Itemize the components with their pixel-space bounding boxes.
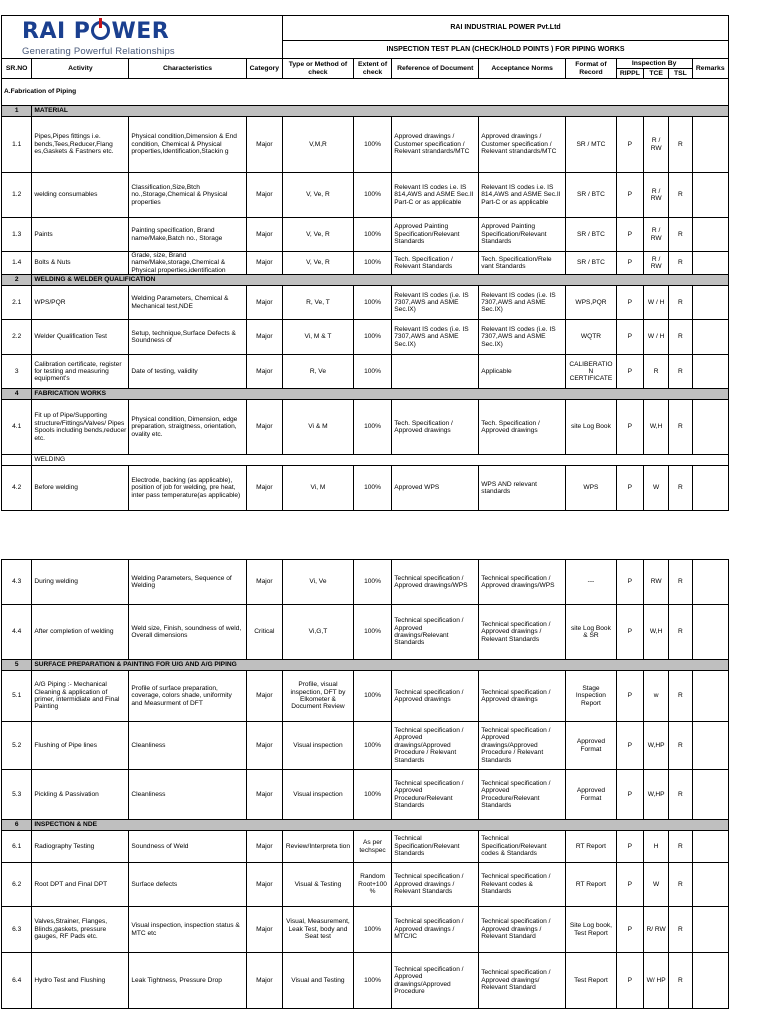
cell-acceptance: Technical specification / Approved drawings [479, 671, 566, 722]
cell-acceptance: Relevant IS codes i.e. IS 814,AWS and ASME Sec.II Part-C or as applicable [479, 173, 566, 218]
cell-category: Major [246, 953, 282, 1009]
cell-format: WQTR [566, 320, 617, 355]
cell-activity: Pipes,Pipes fittings i.e. bends,Tees,Reducer,Flang es,Gaskets & Fastners etc. [32, 117, 129, 173]
cell-format: Site Log book, Test Report [566, 907, 617, 953]
col-rippl: RIPPL [616, 69, 643, 79]
col-tce: TCE [644, 69, 669, 79]
cell-tce: H [644, 831, 669, 863]
col-characteristics: Characteristics [129, 59, 246, 79]
cell-activity: Before welding [32, 466, 129, 511]
cell-activity: Welder Qualification Test [32, 320, 129, 355]
cell-category: Major [246, 907, 282, 953]
cell-format: WPS [566, 466, 617, 511]
document-title: INSPECTION TEST PLAN (CHECK/HOLD POINTS ) FOR PIPING WORKS [283, 41, 729, 59]
cell-category: Major [246, 770, 282, 820]
cell-tsl: R [669, 953, 692, 1009]
cell-reference: Relevant IS codes (i.e. IS 7307,AWS and ASME Sec.IX) [392, 320, 479, 355]
cell-category: Major [246, 722, 282, 770]
cell-remarks [692, 400, 728, 455]
cell-extent: Random Root+100 % [353, 863, 391, 907]
table-row [2, 173, 729, 218]
section-row: 2 WELDING & WELDER QUALIFICATION [2, 275, 729, 286]
cell-acceptance: Technical specification / Approved Procedure/Relevant Standards [479, 770, 566, 820]
cell-remarks [692, 671, 728, 722]
cell-method: Visual, Measurement, Leak Test, body and Seat test [283, 907, 354, 953]
cell-tsl: R [669, 173, 692, 218]
cell-category: Major [246, 831, 282, 863]
logo-wordmark: RAI P WER [22, 19, 170, 44]
cell-format: site Log Book [566, 400, 617, 455]
cell-reference: Technical specification / Approved drawings/Approved Procedure / Relevant Standards [392, 722, 479, 770]
cell-category: Major [246, 671, 282, 722]
cell-remarks [692, 770, 728, 820]
cell-srno: 1.3 [2, 218, 32, 252]
cell-reference: Technical specification / Approved drawings/Approved Procedure [392, 953, 479, 1009]
cell-format: Test Report [566, 953, 617, 1009]
cell-rippl: P [616, 355, 643, 389]
cell-tce: R / RW [644, 252, 669, 275]
cell-rippl: P [616, 863, 643, 907]
cell-srno: 6.4 [2, 953, 32, 1009]
cell-acceptance: Technical specification / Approved drawings / Relevant Standards [479, 605, 566, 660]
table-row [2, 605, 729, 660]
cell-srno: 4.2 [2, 466, 32, 511]
cell-characteristics: Profile of surface preparation, coverage, colors shade, uniformity and Measurment of DFT [129, 671, 246, 722]
col-method: Type or Method of check [283, 59, 354, 79]
cell-extent: 100% [353, 252, 391, 275]
cell-rippl: P [616, 117, 643, 173]
cell-reference: Technical specification / Approved drawings [392, 671, 479, 722]
cell-method: V,M,R [283, 117, 354, 173]
cell-tce: R [644, 355, 669, 389]
col-inspection-by: Inspection By [616, 59, 692, 69]
cell-tce: W [644, 863, 669, 907]
cell-remarks [692, 252, 728, 275]
table-row [2, 218, 729, 252]
cell-format: Approved Format [566, 722, 617, 770]
cell-method: Vi,G,T [283, 605, 354, 660]
cell-reference: Technical specification / Approved Procedure/Relevant Standards [392, 770, 479, 820]
cell-format: Stage Inspection Report [566, 671, 617, 722]
table-row [2, 560, 729, 605]
cell-acceptance: Technical specification / Approved drawings/ Relevant Standard [479, 953, 566, 1009]
cell-tsl: R [669, 400, 692, 455]
cell-tsl: R [669, 117, 692, 173]
cell-rippl: P [616, 605, 643, 660]
cell-tsl: R [669, 863, 692, 907]
cell-activity: Radiography Testing [32, 831, 129, 863]
cell-rippl: P [616, 831, 643, 863]
cell-rippl: P [616, 466, 643, 511]
cell-acceptance: Technical specification / Approved drawings / Relevant Standard [479, 907, 566, 953]
cell-extent: 100% [353, 320, 391, 355]
table-row [2, 400, 729, 455]
cell-characteristics: Setup, technique,Surface Defects & Soundness of [129, 320, 246, 355]
cell-method: R, Ve [283, 355, 354, 389]
cell-category: Major [246, 320, 282, 355]
cell-rippl: P [616, 218, 643, 252]
cell-activity: Pickling & Passivation [32, 770, 129, 820]
company-logo [2, 16, 283, 59]
cell-tce: W/ HP [644, 953, 669, 1009]
table-row [2, 907, 729, 953]
table-row [2, 320, 729, 355]
cell-tsl: R [669, 286, 692, 320]
cell-remarks [692, 863, 728, 907]
cell-method: Vi, M & T [283, 320, 354, 355]
table-row [2, 286, 729, 320]
cell-reference [392, 355, 479, 389]
cell-reference: Technical specification / Approved drawings / Relevant Standards [392, 863, 479, 907]
cell-srno: 2.1 [2, 286, 32, 320]
cell-format: RT Report [566, 831, 617, 863]
cell-reference: Approved drawings / Customer specification / Relevant strandards/MTC [392, 117, 479, 173]
cell-srno: 6.1 [2, 831, 32, 863]
cell-tsl: R [669, 252, 692, 275]
cell-tsl: R [669, 722, 692, 770]
col-extent: Extent of check [353, 59, 391, 79]
section-row: 1 MATERIAL [2, 106, 729, 117]
cell-category: Major [246, 173, 282, 218]
cell-format: site Log Book & SR [566, 605, 617, 660]
col-category: Category [246, 59, 282, 79]
cell-activity: Calibration certificate, register for testing and measuring equipment's [32, 355, 129, 389]
cell-tsl: R [669, 466, 692, 511]
cell-characteristics: Cleanliness [129, 770, 246, 820]
cell-characteristics: Surface defects [129, 863, 246, 907]
cell-reference: Technical Specification/Relevant Standards [392, 831, 479, 863]
cell-acceptance: Relevant IS codes (i.e. IS 7307,AWS and ASME Sec.IX) [479, 320, 566, 355]
cell-tsl: R [669, 560, 692, 605]
cell-format: CALIBERATIO N CERTIFICATE [566, 355, 617, 389]
cell-acceptance: Technical Specification/Relevant codes & Standards [479, 831, 566, 863]
company-name: RAI INDUSTRIAL POWER Pvt.Ltd [283, 16, 729, 41]
power-o-icon [91, 21, 110, 40]
cell-rippl: P [616, 286, 643, 320]
cell-srno: 3 [2, 355, 32, 389]
cell-acceptance: Approved drawings / Customer specification / Relevant strandards/MTC [479, 117, 566, 173]
cell-activity: welding consumables [32, 173, 129, 218]
cell-method: Review/Interpreta tion [283, 831, 354, 863]
cell-acceptance: WPS AND relevant standards [479, 466, 566, 511]
cell-acceptance: Technical specification / Approved drawings/WPS [479, 560, 566, 605]
cell-extent: 100% [353, 770, 391, 820]
col-srno: SR.NO [2, 59, 32, 79]
cell-tce: W / H [644, 320, 669, 355]
cell-rippl: P [616, 953, 643, 1009]
cell-characteristics: Electrode, backing (as applicable), position of job for welding, pre heat, inter pass temperature(as applicable) [129, 466, 246, 511]
cell-activity: Fit up of Pipe/Supporting structure/Fittings/Valves/ Pipes Spools including bends,reducer etc. [32, 400, 129, 455]
cell-acceptance: Applicable [479, 355, 566, 389]
cell-activity: A/G Piping :- Mechanical Cleaning & application of primer, intermidiate and Final Painting [32, 671, 129, 722]
cell-characteristics: Grade, size, Brand name/Make,storage,Chemical & Physical properties,identification [129, 252, 246, 275]
cell-acceptance: Relevant IS codes (i.e. IS 7307,AWS and ASME Sec.IX) [479, 286, 566, 320]
cell-extent: 100% [353, 286, 391, 320]
cell-format: SR / BTC [566, 173, 617, 218]
cell-remarks [692, 173, 728, 218]
subsection-row [2, 455, 729, 466]
logo-tagline: Generating Powerful Relationships [22, 46, 175, 57]
cell-format: SR / BTC [566, 252, 617, 275]
cell-remarks [692, 320, 728, 355]
cell-reference: Approved Painting Specification/Relevant Standards [392, 218, 479, 252]
cell-rippl: P [616, 400, 643, 455]
cell-remarks [692, 117, 728, 173]
cell-activity: Bolts & Nuts [32, 252, 129, 275]
cell-characteristics: Welding Parameters, Chemical & Mechanical test,NDE [129, 286, 246, 320]
cell-extent: 100% [353, 218, 391, 252]
cell-tsl: R [669, 320, 692, 355]
cell-characteristics: Classification,Size,Btch no.,Storage,Chemical & Physical properties [129, 173, 246, 218]
cell-remarks [692, 953, 728, 1009]
cell-format: WPS,PQR [566, 286, 617, 320]
cell-rippl: P [616, 173, 643, 218]
cell-remarks [692, 560, 728, 605]
cell-method: Visual inspection [283, 770, 354, 820]
cell-method: V, Ve, R [283, 218, 354, 252]
cell-activity: Valves,Strainer, Flanges, Blinds,gaskets, pressure gauges, RF Pads etc. [32, 907, 129, 953]
cell-tce: W,HP [644, 770, 669, 820]
cell-method: Profile, visual inspection, DFT by Elkometer & Document Review [283, 671, 354, 722]
cell-reference: Tech. Specification / Approved drawings [392, 400, 479, 455]
cell-format: SR / BTC [566, 218, 617, 252]
section-title: WELDING & WELDER QUALIFICATION [32, 275, 729, 286]
cell-extent: 100% [353, 671, 391, 722]
table-row [2, 671, 729, 722]
cell-reference: Relevant IS codes i.e. IS 814,AWS and ASME Sec.II Part-C or as applicable [392, 173, 479, 218]
cell-characteristics: Welding Parameters, Sequence of Welding [129, 560, 246, 605]
table-row [2, 953, 729, 1009]
cell-remarks [692, 218, 728, 252]
cell-acceptance: Technical specification / Relevant codes & Standards [479, 863, 566, 907]
cell-remarks [692, 605, 728, 660]
cell-extent: 100% [353, 560, 391, 605]
col-format: Format of Record [566, 59, 617, 79]
cell-srno: 1.4 [2, 252, 32, 275]
cell-activity: Paints [32, 218, 129, 252]
section-title: FABRICATION WORKS [32, 389, 729, 400]
cell-tce: W,HP [644, 722, 669, 770]
cell-extent: 100% [353, 953, 391, 1009]
cell-tsl: R [669, 218, 692, 252]
cell-srno: 4.3 [2, 560, 32, 605]
table-row [2, 466, 729, 511]
cell-tsl: R [669, 770, 692, 820]
section-title: MATERIAL [32, 106, 729, 117]
cell-category: Major [246, 400, 282, 455]
cell-extent: 100% [353, 605, 391, 660]
cell-category: Critical [246, 605, 282, 660]
cell-tce: W [644, 466, 669, 511]
cell-tce: W,H [644, 605, 669, 660]
cell-format: --- [566, 560, 617, 605]
cell-method: Vi & M [283, 400, 354, 455]
cell-rippl: P [616, 770, 643, 820]
cell-srno: 1.2 [2, 173, 32, 218]
table-row [2, 355, 729, 389]
col-reference: Reference of Document [392, 59, 479, 79]
cell-tsl: R [669, 831, 692, 863]
cell-srno: 5.1 [2, 671, 32, 722]
col-tsl: TSL [669, 69, 692, 79]
cell-tce: W / H [644, 286, 669, 320]
cell-activity: During welding [32, 560, 129, 605]
cell-extent: As per techspec [353, 831, 391, 863]
cell-format: Approved Format [566, 770, 617, 820]
cell-method: Visual and Testing [283, 953, 354, 1009]
cell-characteristics: Leak Tightness, Pressure Drop [129, 953, 246, 1009]
cell-remarks [692, 831, 728, 863]
cell-tce: R / RW [644, 218, 669, 252]
cell-characteristics: Visual inspection, inspection status & MTC etc [129, 907, 246, 953]
cell-category: Major [246, 286, 282, 320]
cell-format: RT Report [566, 863, 617, 907]
cell-tce: w [644, 671, 669, 722]
itp-table-page-2 [1, 559, 729, 1009]
section-title: SURFACE PREPARATION & PAINTING FOR U/G AND A/G PIPING [32, 660, 729, 671]
cell-characteristics: Date of testing, validity [129, 355, 246, 389]
cell-method: Visual inspection [283, 722, 354, 770]
cell-remarks [692, 907, 728, 953]
table-row [2, 831, 729, 863]
cell-method: V, Ve, R [283, 252, 354, 275]
cell-method: Vi, Ve [283, 560, 354, 605]
cell-activity: Hydro Test and Flushing [32, 953, 129, 1009]
cell-category: Major [246, 560, 282, 605]
cell-acceptance: Technical specification / Approved drawings/Approved Procedure / Relevant Standards [479, 722, 566, 770]
cell-tsl: R [669, 605, 692, 660]
cell-srno: 4.4 [2, 605, 32, 660]
cell-srno: 5.2 [2, 722, 32, 770]
cell-reference: Tech. Specification / Relevant Standards [392, 252, 479, 275]
cell-tsl: R [669, 355, 692, 389]
cell-tce: R/ RW [644, 907, 669, 953]
cell-tsl: R [669, 671, 692, 722]
col-activity: Activity [32, 59, 129, 79]
cell-characteristics: Physical condition,Dimension & End condition, Chemical & Physical properties,Identification,Stackin g [129, 117, 246, 173]
cell-acceptance: Approved Painting Specification/Relevant Standards [479, 218, 566, 252]
cell-extent: 100% [353, 355, 391, 389]
welding-subheading: WELDING [32, 455, 729, 466]
cell-activity: Root DPT and Final DPT [32, 863, 129, 907]
cell-method: V, Ve, R [283, 173, 354, 218]
section-row: 4 FABRICATION WORKS [2, 389, 729, 400]
table-row [2, 770, 729, 820]
cell-method: Vi, M [283, 466, 354, 511]
cell-reference: Technical specification / Approved drawings/Relevant Standards [392, 605, 479, 660]
cell-characteristics: Soundness of Weld [129, 831, 246, 863]
cell-extent: 100% [353, 117, 391, 173]
cell-method: Visual & Testing [283, 863, 354, 907]
cell-srno: 1.1 [2, 117, 32, 173]
cell-reference: Approved WPS [392, 466, 479, 511]
section-row: 6 INSPECTION & NDE [2, 820, 729, 831]
cell-rippl: P [616, 907, 643, 953]
cell-remarks [692, 722, 728, 770]
cell-category: Major [246, 117, 282, 173]
cell-activity: Flushing of Pipe lines [32, 722, 129, 770]
cell-tce: W,H [644, 400, 669, 455]
cell-category: Major [246, 355, 282, 389]
table-row [2, 252, 729, 275]
cell-category: Major [246, 252, 282, 275]
part-heading: A.Fabrication of Piping [2, 79, 729, 106]
col-acceptance: Acceptance Norms [479, 59, 566, 79]
cell-format: SR / MTC [566, 117, 617, 173]
cell-tce: R / RW [644, 117, 669, 173]
cell-remarks [692, 286, 728, 320]
cell-acceptance: Tech. Specification / Approved drawings [479, 400, 566, 455]
cell-srno: 6.2 [2, 863, 32, 907]
cell-characteristics: Painting specification, Brand name/Make,Batch no., Storage [129, 218, 246, 252]
table-row [2, 722, 729, 770]
table-row [2, 863, 729, 907]
cell-activity: WPS/PQR [32, 286, 129, 320]
cell-rippl: P [616, 560, 643, 605]
table-row [2, 117, 729, 173]
cell-rippl: P [616, 722, 643, 770]
col-remarks: Remarks [692, 59, 728, 79]
cell-srno: 4.1 [2, 400, 32, 455]
cell-extent: 100% [353, 173, 391, 218]
cell-characteristics: Weld size, Finish, soundness of weld, Overall dimensions [129, 605, 246, 660]
cell-extent: 100% [353, 907, 391, 953]
cell-method: R, Ve, T [283, 286, 354, 320]
cell-activity: After completion of welding [32, 605, 129, 660]
cell-category: Major [246, 466, 282, 511]
cell-remarks [692, 355, 728, 389]
cell-characteristics: Physical condition, Dimension, edge preparation, straigtness, orientation, ovality etc. [129, 400, 246, 455]
cell-reference: Relevant IS codes (i.e. IS 7307,AWS and ASME Sec.IX) [392, 286, 479, 320]
cell-tce: RW [644, 560, 669, 605]
cell-rippl: P [616, 252, 643, 275]
cell-srno: 6.3 [2, 907, 32, 953]
cell-remarks [692, 466, 728, 511]
cell-extent: 100% [353, 400, 391, 455]
cell-rippl: P [616, 671, 643, 722]
cell-reference: Technical specification / Approved drawings / MTC/IC [392, 907, 479, 953]
cell-tsl: R [669, 907, 692, 953]
cell-characteristics: Cleanliness [129, 722, 246, 770]
cell-category: Major [246, 863, 282, 907]
cell-extent: 100% [353, 722, 391, 770]
cell-category: Major [246, 218, 282, 252]
cell-reference: Technical specification / Approved drawings/WPS [392, 560, 479, 605]
cell-extent: 100% [353, 466, 391, 511]
itp-table-page-1 [1, 15, 729, 511]
cell-srno: 5.3 [2, 770, 32, 820]
cell-acceptance: Tech. Specification/Rele vant Standards [479, 252, 566, 275]
cell-rippl: P [616, 320, 643, 355]
section-title: INSPECTION & NDE [32, 820, 729, 831]
cell-srno: 2.2 [2, 320, 32, 355]
cell-tce: R / RW [644, 173, 669, 218]
section-row: 5 SURFACE PREPARATION & PAINTING FOR U/G AND A/G PIPING [2, 660, 729, 671]
